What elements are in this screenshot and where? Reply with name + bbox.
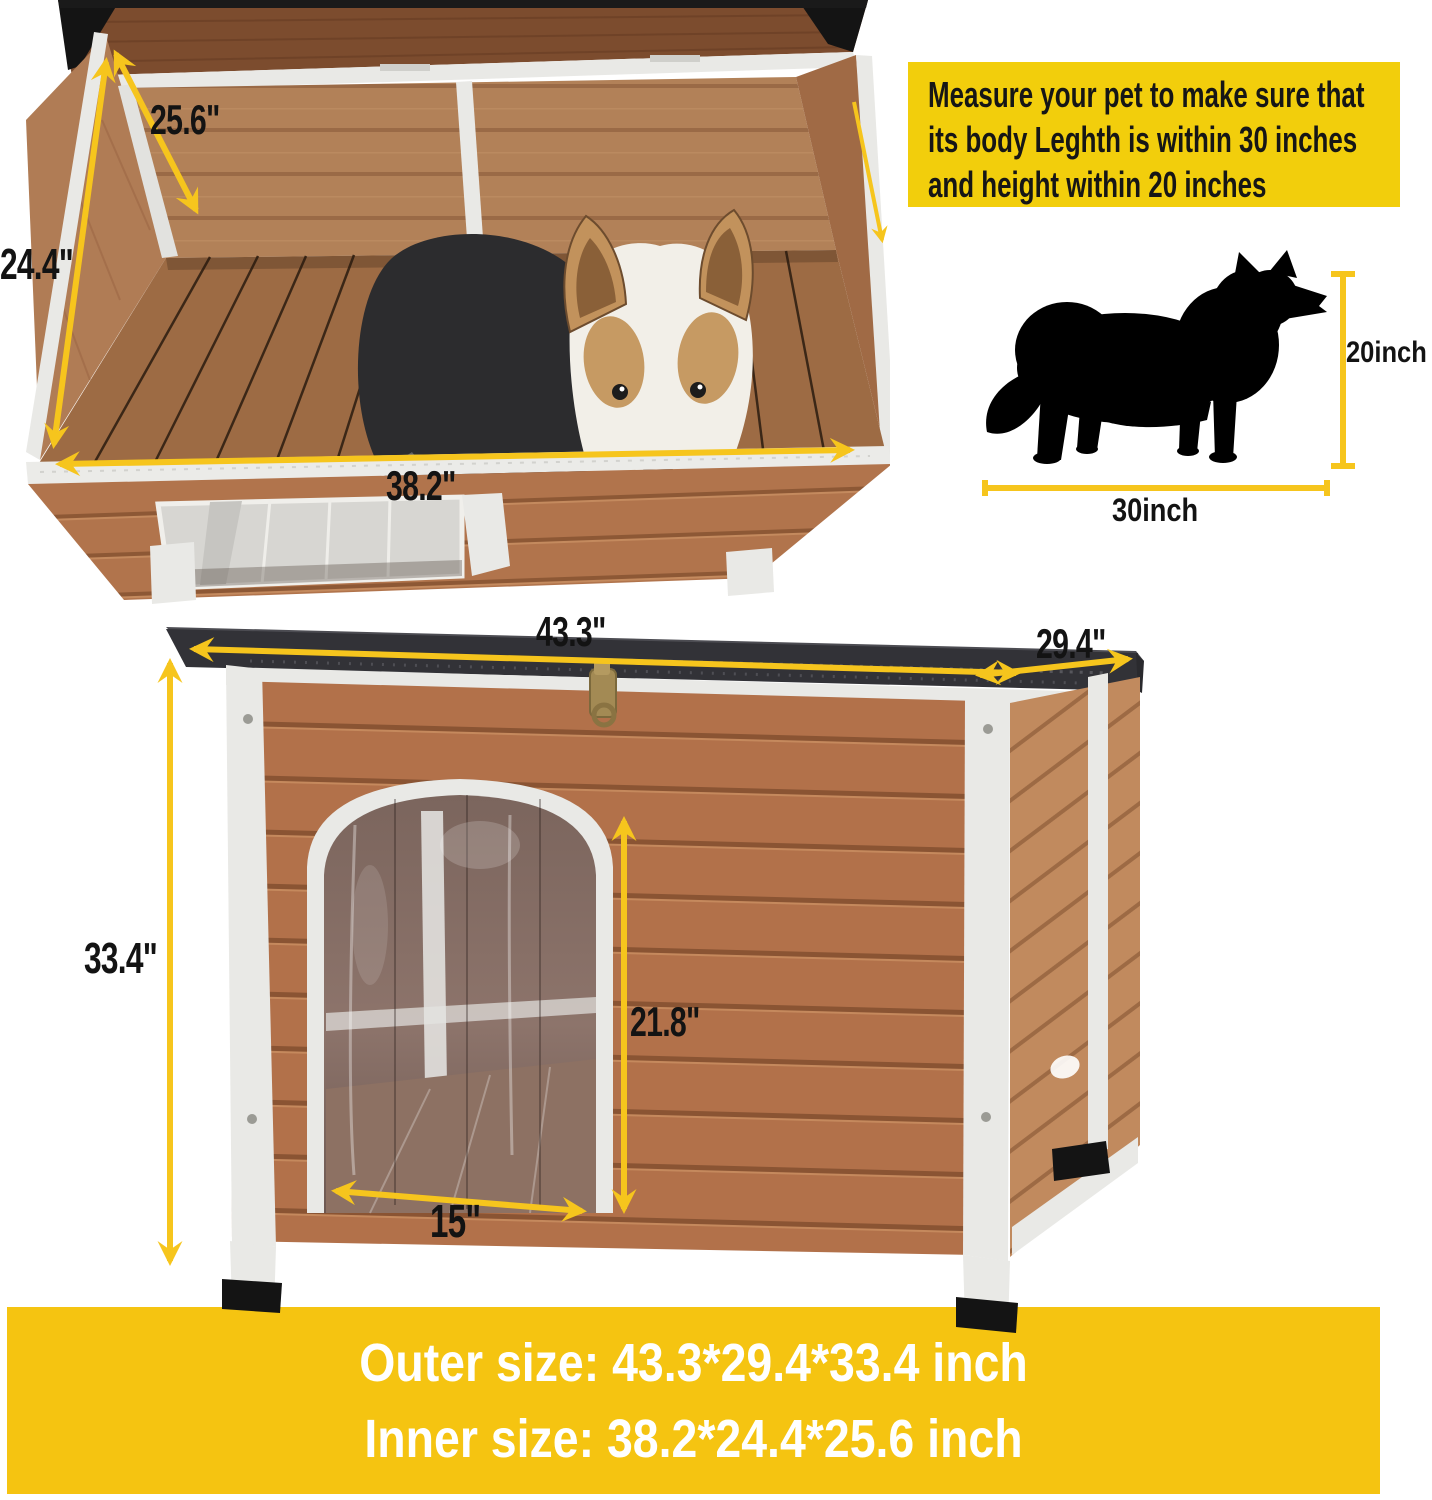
door bbox=[307, 779, 613, 1213]
front-left-foot-top bbox=[150, 542, 196, 604]
dim-label-roof-depth: 29.4" bbox=[1036, 620, 1106, 667]
dim-label-door-height: 21.8" bbox=[630, 998, 700, 1045]
front-face bbox=[28, 464, 890, 604]
front-right-foot-top bbox=[726, 548, 774, 596]
dim-label-overall-height: 33.4" bbox=[84, 934, 158, 983]
pet-measure-notice bbox=[908, 62, 1400, 207]
outer-size-text: Outer size: 43.3*29.4*33.4 inch bbox=[359, 1333, 1028, 1393]
notice-line-1: Measure your pet to make sure that bbox=[928, 74, 1365, 115]
side-wall bbox=[1010, 673, 1140, 1257]
notice-line-2: its body Leghth is within 30 inches bbox=[928, 119, 1358, 160]
dim-label-lid-depth: 25.6" bbox=[150, 96, 220, 143]
legs bbox=[222, 1241, 1018, 1333]
dim-label-dog-length: 30inch bbox=[1112, 492, 1199, 528]
lid-latch-icon bbox=[590, 661, 616, 725]
notice-line-3: and height within 20 inches bbox=[928, 164, 1267, 205]
front-right-foot bbox=[956, 1297, 1018, 1333]
dim-label-roof-width: 43.3" bbox=[536, 608, 606, 655]
dim-label-inner-depth: 24.4" bbox=[0, 240, 74, 289]
dim-label-door-width: 15" bbox=[430, 1195, 481, 1247]
dog-silhouette-icon bbox=[986, 250, 1327, 464]
front-left-foot bbox=[222, 1279, 282, 1313]
inner-size-text: Inner size: 38.2*24.4*25.6 inch bbox=[364, 1409, 1023, 1469]
interior-photo bbox=[10, 0, 890, 605]
dim-label-inner-width: 38.2" bbox=[386, 462, 456, 509]
dim-label-dog-height: 20inch bbox=[1346, 336, 1427, 369]
exterior-photo bbox=[130, 615, 1300, 1340]
right-corner-post bbox=[963, 699, 1010, 1261]
